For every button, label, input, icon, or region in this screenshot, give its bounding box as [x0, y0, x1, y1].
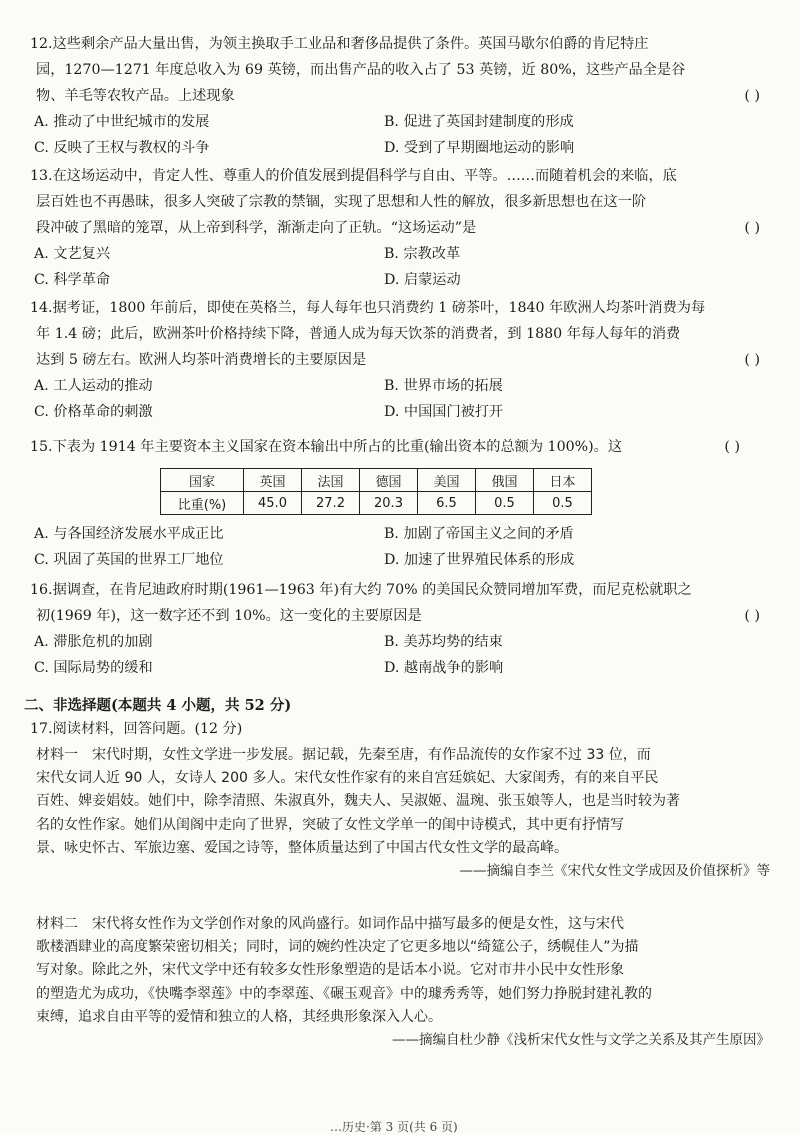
option-b: B. 美苏均势的结束 — [384, 634, 503, 650]
material-line: 百姓、婢妾娼妓。她们中，除李清照、朱淑真外，魏夫人、吴淑姬、温琬、张玉娘等人，也是当时较为著 — [36, 793, 680, 810]
table-cell: 美国 — [418, 469, 476, 492]
table-cell: 0.5 — [534, 492, 592, 515]
material-source: ——摘编自李兰《宋代女性文学成因及价值探析》等 — [459, 863, 770, 880]
question-text-line: 年 1.4 磅；此后，欧洲茶叶价格持续下降，普通人成为每天饮茶的消费者，到 1880 年每人每年的消费 — [36, 326, 681, 342]
option-a: A. 滞胀危机的加剧 — [34, 634, 153, 650]
option-d: D. 加速了世界殖民体系的形成 — [384, 552, 575, 568]
option-b: B. 促进了英国封建制度的形成 — [384, 114, 574, 130]
capital-export-table — [160, 468, 592, 515]
question-text-line: 14.据考证，1800 年前后，即使在英格兰，每人每年也只消费约 1 磅茶叶，1840 年欧洲人均茶叶消费为每 — [30, 300, 706, 316]
table-cell: 0.5 — [476, 492, 534, 515]
material-line: 景、咏史怀古、军旅边塞、爱国之诗等，整体质量达到了中国古代女性文学的最高峰。 — [36, 839, 568, 856]
question-15-options — [30, 521, 760, 573]
option-a: A. 推动了中世纪城市的发展 — [34, 114, 210, 130]
question-stem-end: 段冲破了黑暗的笼罩，从上帝到科学，渐渐走向了正轨。“这场运动”是 — [36, 220, 477, 236]
table-cell: 日本 — [534, 469, 592, 492]
question-text-line: 13.在这场运动中，肯定人性、尊重人的价值发展到提倡科学与自由、平等。……而随着机会的来临，底 — [30, 168, 677, 184]
answer-bracket: ( ) — [744, 220, 760, 236]
table-cell: 6.5 — [418, 492, 476, 515]
answer-bracket: ( ) — [744, 352, 760, 368]
material-2 — [36, 913, 776, 1052]
material-line: 写对象。除此之外，宋代文学中还有较多女性形象塑造的是话本小说。它对市井小民中女性形象 — [36, 962, 624, 979]
question-text-line: 层百姓也不再愚昧，很多人突破了宗教的禁锢，实现了思想和人性的解放，很多新思想也在这一阶 — [36, 194, 647, 210]
option-c: C. 反映了王权与教权的斗争 — [34, 140, 210, 156]
table-cell: 俄国 — [476, 469, 534, 492]
question-text-line — [30, 347, 760, 373]
material-line: 的塑造尤为成功，《快嘴李翠莲》中的李翠莲、《碾玉观音》中的璩秀秀等，她们努力挣脱封建礼教的 — [36, 985, 652, 1002]
option-d: D. 受到了早期圈地运动的影响 — [384, 140, 575, 156]
table-cell: 比重(%) — [161, 492, 244, 515]
options — [30, 521, 760, 573]
question-stem: 15.下表为 1914 年主要资本主义国家在资本输出中所占的比重(输出资本的总额为 100%)。这 — [30, 439, 623, 455]
question-stem-end: 初(1969 年)，这一数字还不到 10%。这一变化的主要原因是 — [36, 608, 422, 624]
material-line: 宋代女词人近 90 人，女诗人 200 多人。宋代女性作家有的来自宫廷嫔妃、大家闺秀，有的来自平民 — [36, 770, 659, 787]
question-stem-end: 达到 5 磅左右。欧洲人均茶叶消费增长的主要原因是 — [36, 352, 367, 368]
question-15 — [30, 434, 760, 460]
option-c: C. 科学革命 — [34, 272, 111, 288]
option-b: B. 宗教改革 — [384, 246, 461, 262]
question-text-line: 16.据调查，在肯尼迪政府时期(1961—1963 年)有大约 70% 的美国民众赞同增加军费，而尼克松就职之 — [30, 582, 692, 598]
option-a: A. 与各国经济发展水平成正比 — [34, 526, 224, 542]
question-12 — [30, 31, 760, 161]
material-line: 材料一 宋代时期，女性文学进一步发展。据记载，先秦至唐，有作品流传的女作家不过 33 位，而 — [36, 747, 651, 763]
question-16 — [30, 577, 760, 681]
table-cell: 27.2 — [302, 492, 360, 515]
question-text-line — [30, 603, 760, 629]
question-text-line — [30, 215, 760, 241]
answer-bracket: ( ) — [724, 439, 740, 455]
question-text-line: 12.这些剩余产品大量出售，为领主换取手工业品和奢侈品提供了条件。英国马歇尔伯爵的肯尼特庄 — [30, 36, 649, 52]
material-line: 歌楼酒肆业的高度繁荣密切相关；同时，词的婉约性决定了它更多地以“绮筵公子，绣幌佳人”为描 — [36, 939, 639, 956]
material-line: 材料二 宋代将女性作为文学创作对象的风尚盛行。如词作品中描写最多的便是女性，这与宋代 — [36, 916, 624, 932]
options — [30, 109, 760, 161]
option-c: C. 巩固了英国的世界工厂地位 — [34, 552, 224, 568]
table-cell: 德国 — [360, 469, 418, 492]
table-cell: 英国 — [244, 469, 302, 492]
table-cell: 20.3 — [360, 492, 418, 515]
material-line: 束缚，追求自由平等的爱情和独立的人格，其经典形象深入人心。 — [36, 1008, 442, 1025]
section-heading: 二、非选择题(本题共 4 小题，共 52 分) — [24, 697, 292, 714]
page-footer: …历史·第 3 页(共 6 页) — [330, 1120, 458, 1134]
table-header-row — [161, 469, 592, 492]
option-d: D. 启蒙运动 — [384, 272, 461, 288]
question-text-line: 园，1270—1271 年度总收入为 69 英镑，而出售产品的收入占了 53 英镑，近 80%，这些产品全是谷 — [36, 62, 686, 78]
option-d: D. 越南战争的影响 — [384, 660, 504, 676]
question-14 — [30, 295, 760, 425]
material-source: ——摘编自杜少静《浅析宋代女性与文学之关系及其产生原因》 — [392, 1032, 770, 1049]
question-text-line — [30, 434, 760, 460]
option-b: B. 加剧了帝国主义之间的矛盾 — [384, 526, 574, 542]
question-17-title: 17.阅读材料，回答问题。(12 分) — [30, 721, 243, 737]
option-b: B. 世界市场的拓展 — [384, 378, 503, 394]
answer-bracket: ( ) — [744, 88, 760, 104]
question-stem-end: 物、羊毛等农牧产品。上述现象 — [36, 88, 235, 104]
options — [30, 241, 760, 293]
option-a: A. 文艺复兴 — [34, 246, 111, 262]
option-d: D. 中国国门被打开 — [384, 404, 504, 420]
table-cell: 45.0 — [244, 492, 302, 515]
table-row — [161, 492, 592, 515]
option-a: A. 工人运动的推动 — [34, 378, 153, 394]
question-13 — [30, 163, 760, 293]
material-1 — [36, 744, 776, 883]
options — [30, 373, 760, 425]
material-line: 名的女性作家。她们从闺阁中走向了世界，突破了女性文学单一的闺中诗模式，其中更有抒情写 — [36, 816, 624, 833]
question-text-line — [30, 83, 760, 109]
table-cell: 法国 — [302, 469, 360, 492]
option-c: C. 国际局势的缓和 — [34, 660, 153, 676]
option-c: C. 价格革命的刺激 — [34, 404, 153, 420]
options — [30, 629, 760, 681]
answer-bracket: ( ) — [744, 608, 760, 624]
table-cell: 国家 — [161, 469, 244, 492]
